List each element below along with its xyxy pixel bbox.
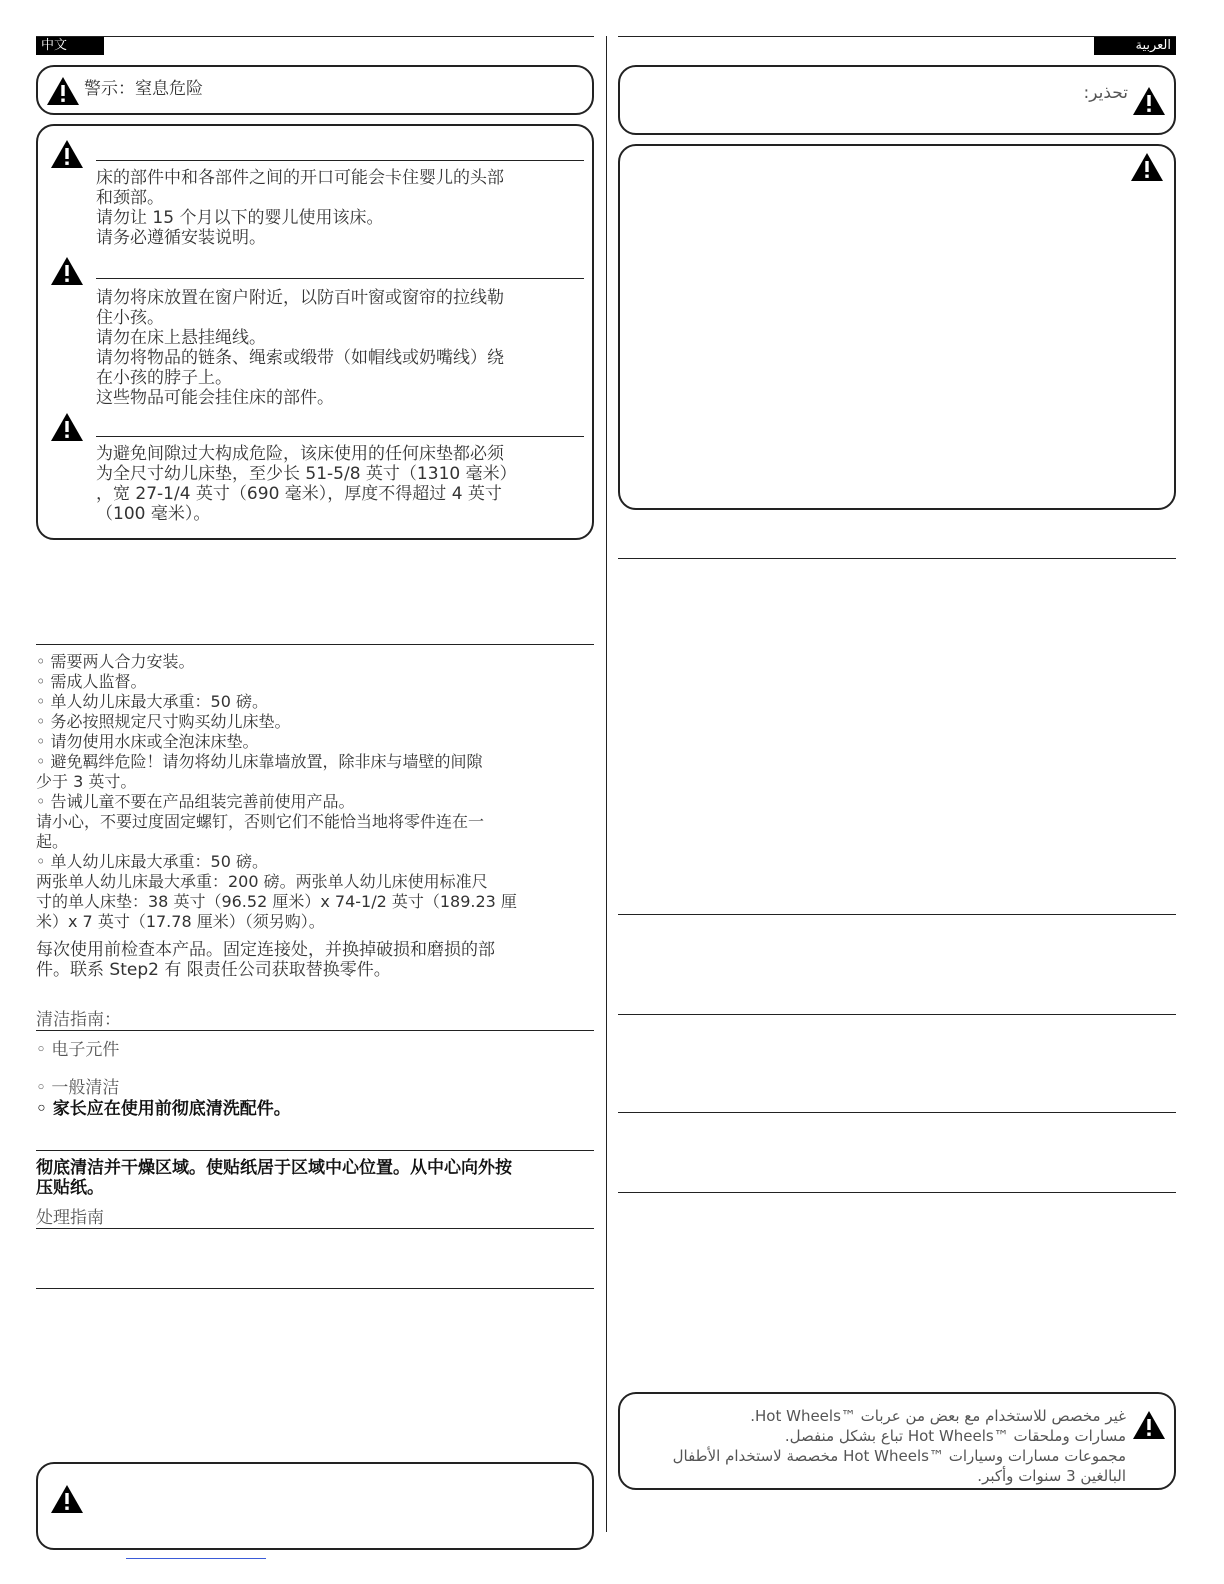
hotwheels-warning-text	[634, 1406, 1126, 1486]
cleaning-title: 清洁指南：	[36, 1010, 121, 1030]
right-language-tag: العربية	[1094, 37, 1176, 55]
text-line: 每次使用前检查本产品。固定连接处，并换掉破损和磨损的部	[36, 940, 495, 960]
text-line: 这些物品可能会挂住床的部件。	[96, 388, 334, 408]
text-line: 在小孩的脖子上。	[96, 368, 232, 388]
text-line: 请勿将物品的链条、绳索或缎带（如帽线或奶嘴线）绕	[96, 348, 504, 368]
list-item: ◦ 需成人监督。	[36, 672, 147, 691]
bullets-rule	[36, 644, 594, 645]
text-line: غير مخصص للاستخدام مع بعض من عربات ™Hot Wheels.	[750, 1407, 1126, 1425]
sticker-rule	[36, 1150, 594, 1151]
list-item: ◦ 告诫儿童不要在产品组装完善前使用产品。	[36, 792, 355, 811]
list-item: ◦ 请勿使用水床或全泡沫床垫。	[36, 732, 259, 751]
right-header-rule	[618, 36, 1176, 37]
text-line: 请勿在床上悬挂绳线。	[96, 328, 266, 348]
cleaning-item: ◦ 电子元件	[36, 1040, 120, 1060]
text-line: مجموعات مسارات وسيارات ™Hot Wheels مخصصة لاستخدام الأطفال	[672, 1447, 1126, 1465]
text-line: 为避免间隙过大构成危险，该床使用的任何床垫都必须	[96, 444, 504, 464]
list-item: 少于 3 英寸。	[36, 772, 137, 791]
text-line: 请务必遵循安装说明。	[96, 228, 266, 248]
text-line: البالغين 3 سنوات وأكبر.	[977, 1467, 1126, 1485]
section-rule	[96, 436, 584, 437]
list-item: 起。	[36, 832, 69, 851]
text-line: 彻底清洁并干燥区域。使贴纸居于区域中心位置。从中心向外按	[36, 1158, 512, 1178]
text-line: 住小孩。	[96, 308, 164, 328]
text-line: مسارات وملحقات ™Hot Wheels تباع بشكل منفصل.	[784, 1427, 1126, 1445]
section-rule	[618, 914, 1176, 915]
section-rule	[618, 1192, 1176, 1193]
section-rule	[618, 1112, 1176, 1113]
warning-triangle-icon	[1130, 152, 1164, 182]
right-warning-title: تحذير:	[1083, 83, 1128, 103]
section-rule	[618, 558, 1176, 559]
warning-triangle-icon	[50, 412, 84, 442]
warning-triangle-icon	[50, 256, 84, 286]
text-line: 和颈部。	[96, 188, 164, 208]
text-line: （100 毫米）。	[96, 504, 211, 524]
text-line: ，宽 27-1/4 英寸（690 毫米），厚度不得超过 4 英寸	[96, 484, 502, 504]
column-divider	[606, 36, 607, 1532]
left-bottom-warning-box	[36, 1462, 594, 1550]
section-rule	[36, 1288, 594, 1289]
cleaning-item: ◦ 家长应在使用前彻底清洗配件。	[36, 1099, 291, 1119]
text-line: 为全尺寸幼儿床垫，至少长 51-5/8 英寸（1310 毫米）	[96, 464, 517, 484]
text-line: 请勿将床放置在窗户附近，以防百叶窗或窗帘的拉线勒	[96, 288, 504, 308]
cleaning-item: ◦ 一般清洁	[36, 1078, 120, 1098]
list-item: ◦ 单人幼儿床最大承重：50 磅。	[36, 852, 268, 871]
text-line: 件。联系 Step2 有 限责任公司获取替换零件。	[36, 960, 391, 980]
text-line: 床的部件中和各部件之间的开口可能会卡住婴儿的头部	[96, 168, 504, 188]
warning-section-3	[96, 444, 517, 524]
list-item: 请小心，不要过度固定螺钉，否则它们不能恰当地将零件连在一	[36, 812, 485, 831]
list-item: ◦ 避免羁绊危险！请勿将幼儿床靠墙放置，除非床与墙壁的间隙	[36, 752, 483, 771]
warning-triangle-icon	[46, 76, 80, 106]
left-warning-details-box	[36, 124, 594, 540]
list-item: ◦ 需要两人合力安装。	[36, 652, 195, 671]
section-rule	[96, 160, 584, 161]
list-item: 两张单人幼儿床最大承重：200 磅。两张单人幼儿床使用标准尺	[36, 872, 488, 891]
inspection-note	[36, 940, 495, 980]
text-line: 压贴纸。	[36, 1178, 104, 1198]
right-warning-details-box	[618, 144, 1176, 510]
left-warning-title: 警示：窒息危险	[84, 79, 203, 99]
warning-section-1	[96, 168, 504, 248]
warning-triangle-icon	[1132, 86, 1166, 116]
section-rule	[96, 278, 584, 279]
warning-triangle-icon	[50, 139, 84, 169]
right-warning-title-box	[618, 65, 1176, 135]
text-line: 请勿让 15 个月以下的婴儿使用该床。	[96, 208, 384, 228]
warning-section-2	[96, 288, 504, 408]
warning-triangle-icon	[50, 1484, 84, 1514]
sticker-instructions	[36, 1158, 512, 1198]
warning-triangle-icon	[1132, 1410, 1166, 1440]
footer-link-underline	[126, 1558, 266, 1559]
list-item: 寸的单人床垫：38 英寸（96.52 厘米）x 74-1/2 英寸（189.23 厘	[36, 892, 517, 911]
disposal-rule	[36, 1228, 594, 1229]
list-item: 米）x 7 英寸（17.78 厘米）（须另购）。	[36, 912, 325, 931]
list-item: ◦ 务必按照规定尺寸购买幼儿床垫。	[36, 712, 291, 731]
list-item: ◦ 单人幼儿床最大承重：50 磅。	[36, 692, 268, 711]
assembly-notes-list	[36, 652, 517, 932]
left-language-tag: 中文	[36, 37, 104, 55]
disposal-title: 处理指南	[36, 1208, 104, 1228]
cleaning-rule	[36, 1030, 594, 1031]
left-warning-title-box	[36, 65, 594, 115]
left-header-rule	[36, 36, 594, 37]
right-hotwheels-warning-box	[618, 1392, 1176, 1490]
section-rule	[618, 1014, 1176, 1015]
